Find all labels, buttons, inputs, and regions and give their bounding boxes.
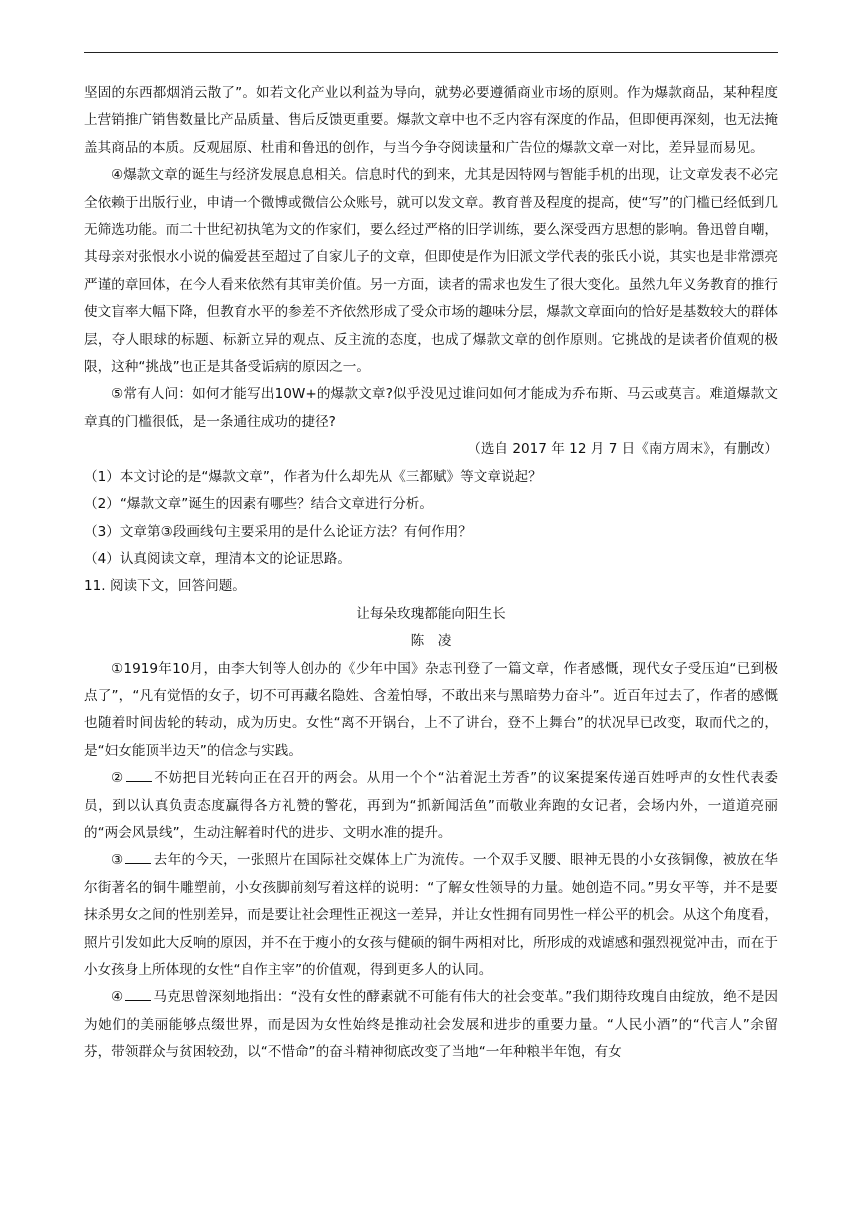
question-3: （3）文章第③段画线句主要采用的是什么论证方法？有何作用？ bbox=[84, 523, 472, 540]
question-4: （4）认真阅读文章，理清本文的论证思路。 bbox=[84, 550, 351, 567]
article-paragraph-4 bbox=[84, 984, 778, 1066]
document-body bbox=[84, 80, 778, 1067]
paragraph-continued: 坚固的东西都烟消云散了”。如若文化产业以利益为导向，就势必要遵循商业市场的原则。作为爆款商品，某种程度上营销推广销售数量比产品质量、售后反馈更重要。爆款文章中也不乏内容有深度的作品，但即便再深刻，也无法掩盖其商品的本质。反观屈原、杜甫和鲁迅的创作，与当今争夺阅读量和广告位的爆款文章一对比，差异显而易见。 bbox=[84, 85, 778, 156]
header-rule bbox=[84, 52, 778, 53]
question-2: （2）“爆款文章”诞生的因素有哪些？结合文章进行分析。 bbox=[84, 496, 433, 513]
article-paragraph-3 bbox=[84, 847, 778, 984]
answer-blank[interactable] bbox=[126, 780, 152, 782]
source-citation: （选自 2017 年 12 月 7 日《南方周末》，有删改） bbox=[467, 441, 778, 458]
paragraph-text: 马克思曾深刻地指出：“没有女性的酵素就不可能有伟大的社会变革。”我们期待玫瑰自由绽放，绝不是因为她们的美丽能够点缀世界，而是因为女性始终是推动社会发展和进步的重要力量。“人民小酒”的“代言人”余留芬，带领群众与贫困较劲，以“不惜命”的奋斗精神彻底改变了当地“一年种粮半年饱，有女 bbox=[84, 989, 778, 1061]
article-title: 让每朵玫瑰都能向阳生长 bbox=[356, 605, 506, 622]
paragraph-text: 不妨把目光转向正在召开的两会。从用一个个“沾着泥土芳香”的议案提案传递百姓呼声的女性代表委员，到以认真负责态度赢得各方礼赞的警花，再到为“抓新闻活鱼”而敬业奔跑的女记者，会场内外，一道道亮丽的“两会风景线”，生动注解着时代的进步、文明水准的提升。 bbox=[84, 770, 778, 841]
paragraph-number: ② bbox=[111, 770, 124, 787]
article-paragraph-2 bbox=[84, 765, 778, 847]
paragraph-number: ③ bbox=[111, 852, 124, 869]
article-paragraph-1: ①1919年10月，由李大钊等人创办的《少年中国》杂志刊登了一篇文章，作者感慨，现代女子受压迫“已到极点了”，“凡有觉悟的女子，切不可再藏名隐姓、含羞怕辱，不敢出来与黑暗势力奋斗”。近百年过去了，作者的感慨也随着时间齿轮的转动，成为历史。女性“离不开锅台，上不了讲台，登不上舞台”的状况早已改变，取而代之的，是“妇女能顶半边天”的信念与实践。 bbox=[84, 660, 778, 759]
answer-blank[interactable] bbox=[125, 862, 151, 864]
question-11-prompt: 11. 阅读下文，回答问题。 bbox=[84, 578, 246, 595]
paragraph-5: ⑤常有人问：如何才能写出10W+的爆款文章?似乎没见过谁问如何才能成为乔布斯、马云或莫言。难道爆款文章真的门槛很低，是一条通往成功的捷径? bbox=[84, 386, 778, 430]
question-1: （1）本文讨论的是“爆款文章”，作者为什么却先从《三都赋》等文章说起？ bbox=[84, 468, 542, 485]
paragraph-text: 去年的今天，一张照片在国际社交媒体上广为流传。一个双手叉腰、眼神无畏的小女孩铜像，被放在华尔街著名的铜牛雕塑前，小女孩脚前刻写着这样的说明：“了解女性领导的力量。她创造不同。”男女平等，并不是要抹杀男女之间的性别差异，而是要让社会理性正视这一差异，并让女性拥有同男性一样公平的机会。从这个角度看，照片引发如此大反响的原因，并不在于瘦小的女孩与健硕的铜牛两相对比，所形成的戏谑感和强烈视觉冲击，而在于小女孩身上所体现的女性“自作主宰”的价值观，得到更多人的认同。 bbox=[84, 852, 779, 978]
answer-blank[interactable] bbox=[125, 999, 151, 1001]
paragraph-4: ④爆款文章的诞生与经济发展息息相关。信息时代的到来，尤其是因特网与智能手机的出现，让文章发表不必完全依赖于出版行业，申请一个微博或微信公众账号，就可以发文章。教育普及程度的提高，使“写”的门槛已经低到几无筛选功能。而二十世纪初执笔为文的作家们，要么经过严格的旧学训练，要么深受西方思想的影响。鲁迅曾自嘲，其母亲对张恨水小说的偏爱甚至超过了自家儿子的文章，但即使是作为旧派文学代表的张氏小说，其实也是非常漂亮严谨的章回体，在今人看来依然有其审美价值。另一方面，读者的需求也发生了很大变化。虽然九年义务教育的推行使文盲率大幅下降，但教育水平的参差不齐依然形成了受众市场的趣味分层，爆款文章面向的恰好是基数较大的群体层，夺人眼球的标题、标新立异的观点、反主流的态度，也成了爆款文章的创作原则。它挑战的是读者价值观的极限，这种“挑战”也正是其备受诟病的原因之一。 bbox=[84, 167, 778, 376]
paragraph-number: ④ bbox=[111, 989, 124, 1006]
article-author: 陈 凌 bbox=[410, 633, 452, 650]
